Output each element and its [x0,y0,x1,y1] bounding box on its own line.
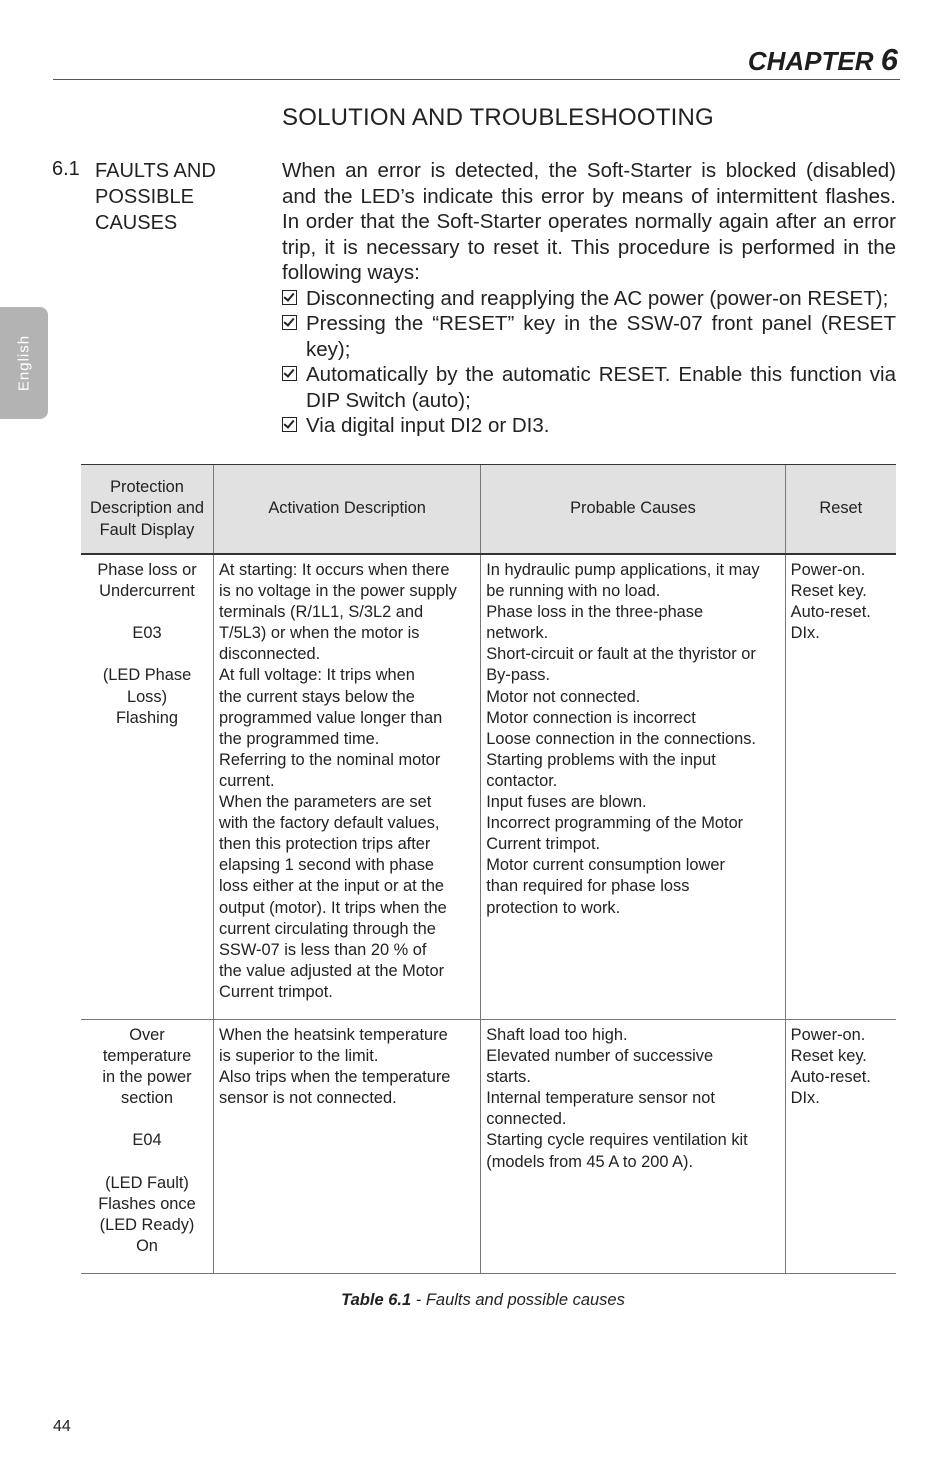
chapter-number: 6 [880,42,898,77]
cell-line [86,1109,208,1130]
intro-paragraph: When an error is detected, the Soft-Starter is blocked (disabled) and the LED’s indicate this error by means of intermittent flashes. In order that the Soft-Starter operates normally again after an error trip, it is necessary to reset it. This procedure is performed in the following ways: [282,159,896,284]
reset-methods-list [282,286,896,439]
column-header-activation: Activation Description [214,465,481,555]
checkbox-checked-icon [282,290,297,305]
cell-line: Flashes once [98,1194,196,1213]
cell-line: Input fuses are blown. [486,793,647,812]
column-header-causes: Probable Causes [481,465,785,555]
cell-line: (LED Ready) [99,1215,195,1234]
checkbox-checked-icon [282,366,297,381]
cell-line: contactor. [486,771,558,790]
table-row [81,1019,896,1273]
cell-line: programmed value longer than [219,708,443,727]
list-item [282,362,896,413]
language-tab-label: English [15,334,33,392]
table-row [81,554,896,1019]
cell-line: elapsing 1 second with phase [219,856,435,875]
reset-cell [785,554,896,1019]
cell-line: Referring to the nominal motor [219,750,441,769]
cell-line: the current stays below the [219,687,415,706]
cell-line: Short-circuit or fault at the thyristor or [486,645,756,664]
cell-line [86,644,208,665]
section-title: FAULTS AND POSSIBLE CAUSES [95,160,216,234]
cell-line: Phase loss or [97,561,197,579]
cell-line: is no voltage in the power supply [219,582,457,601]
cell-line: Motor current consumption lower [486,856,725,875]
list-item-text: Pressing the “RESET” key in the SSW-07 front panel (RESET key); [306,312,896,361]
cell-line: DIx. [790,624,820,643]
page-number: 44 [53,1418,71,1435]
cell-line: Shaft load too high. [486,1025,628,1044]
cell-line: Starting cycle requires ventilation kit [486,1131,748,1150]
cell-line: (LED Phase [102,666,192,685]
list-item-text: Automatically by the automatic RESET. Enable this function via DIP Switch (auto); [306,363,896,412]
list-item [282,413,896,439]
cell-line: loss either at the input or at the [219,877,445,896]
protection-cell [81,554,214,1019]
cell-line: then this protection trips after [219,835,431,854]
activation-cell [214,1019,481,1273]
cell-line: protection to work. [486,898,621,917]
checkbox-checked-icon [282,417,297,432]
cell-line: Power-on. [790,1025,866,1044]
faults-table [81,464,896,1274]
cell-line: section [121,1089,173,1108]
protection-cell [81,1019,214,1273]
language-tab[interactable] [0,307,48,419]
cell-line: Motor not connected. [486,687,641,706]
cell-line: disconnected. [219,645,321,664]
cell-line: Elevated number of successive [486,1047,714,1066]
cell-line: At starting: It occurs when there [219,561,450,579]
cell-line: At full voltage: It trips when [219,666,415,685]
cell-line: When the heatsink temperature [219,1025,448,1044]
column-header-protection: Protection Description and Fault Display [81,465,214,555]
intro-block [282,158,896,439]
checkbox-checked-icon [282,315,297,330]
causes-cell [481,1019,785,1273]
cell-line: terminals (R/1L1, S/3L2 and [219,603,424,622]
cell-line: the programmed time. [219,729,380,748]
header-divider [53,79,900,80]
cell-line: Over [129,1025,165,1044]
cell-line: starts. [486,1068,531,1087]
cell-line: DIx. [790,1089,820,1108]
cell-line [86,602,208,623]
cell-line: Power-on. [790,561,866,579]
causes-cell [481,554,785,1019]
section-number: 6.1 [52,158,80,180]
reset-cell [785,1019,896,1273]
cell-line: in the power [102,1068,192,1087]
cell-line: Loss) [126,687,168,706]
cell-line: E04 [132,1131,162,1150]
cell-line: sensor is not connected. [219,1089,397,1108]
cell-line: output (motor). It trips when the [219,898,447,917]
caption-separator: - [411,1291,426,1309]
page-title: SOLUTION AND TROUBLESHOOTING [282,104,714,131]
cell-line: Internal temperature sensor not [486,1089,715,1108]
cell-line: When the parameters are set [219,793,432,812]
cell-line: By-pass. [486,666,551,685]
caption-label: Table 6.1 [341,1291,412,1309]
cell-line: Phase loss in the three-phase [486,603,704,622]
cell-line: Reset key. [790,582,867,601]
chapter-heading [748,42,898,78]
list-item [282,311,896,362]
cell-line: E03 [132,624,162,643]
table-caption [0,1291,950,1310]
cell-line [86,1152,208,1173]
list-item-text: Disconnecting and reapplying the AC power (power-on RESET); [306,286,889,310]
cell-line: SSW-07 is less than 20 % of [219,940,427,959]
cell-line: Loose connection in the connections. [486,729,756,748]
list-item-text: Via digital input DI2 or DI3. [306,414,550,437]
cell-line: be running with no load. [486,582,661,601]
cell-line: (LED Fault) [105,1173,189,1192]
cell-line: current circulating through the [219,919,436,938]
cell-line: T/5L3) or when the motor is [219,624,420,643]
column-header-reset: Reset [785,465,896,555]
cell-line: Undercurrent [99,582,195,601]
cell-line: with the factory default values, [219,814,440,833]
cell-line: temperature [102,1047,192,1066]
cell-line: Current trimpot. [219,982,333,1001]
cell-line: the value adjusted at the Motor [219,961,445,980]
cell-line: Auto-reset. [790,1068,871,1087]
cell-line: than required for phase loss [486,877,690,896]
cell-line: Also trips when the temperature [219,1068,451,1087]
cell-line: Incorrect programming of the Motor [486,814,744,833]
table-header-row [81,465,896,555]
caption-text: Faults and possible causes [425,1291,625,1309]
cell-line: is superior to the limit. [219,1047,379,1066]
cell-line: In hydraulic pump applications, it may [486,561,760,579]
cell-line: current. [219,771,275,790]
cell-line: connected. [486,1110,567,1129]
cell-line: Current trimpot. [486,835,601,854]
chapter-label: CHAPTER [747,46,874,76]
cell-line: Auto-reset. [790,603,871,622]
cell-line: Motor connection is incorrect [486,708,696,727]
cell-line: Flashing [116,708,178,727]
activation-cell [214,554,481,1019]
cell-line: (models from 45 A to 200 A). [486,1152,694,1171]
list-item [282,286,896,312]
cell-line: Starting problems with the input [486,750,716,769]
cell-line: network. [486,624,549,643]
cell-line: On [136,1236,158,1255]
cell-line: Reset key. [790,1047,867,1066]
